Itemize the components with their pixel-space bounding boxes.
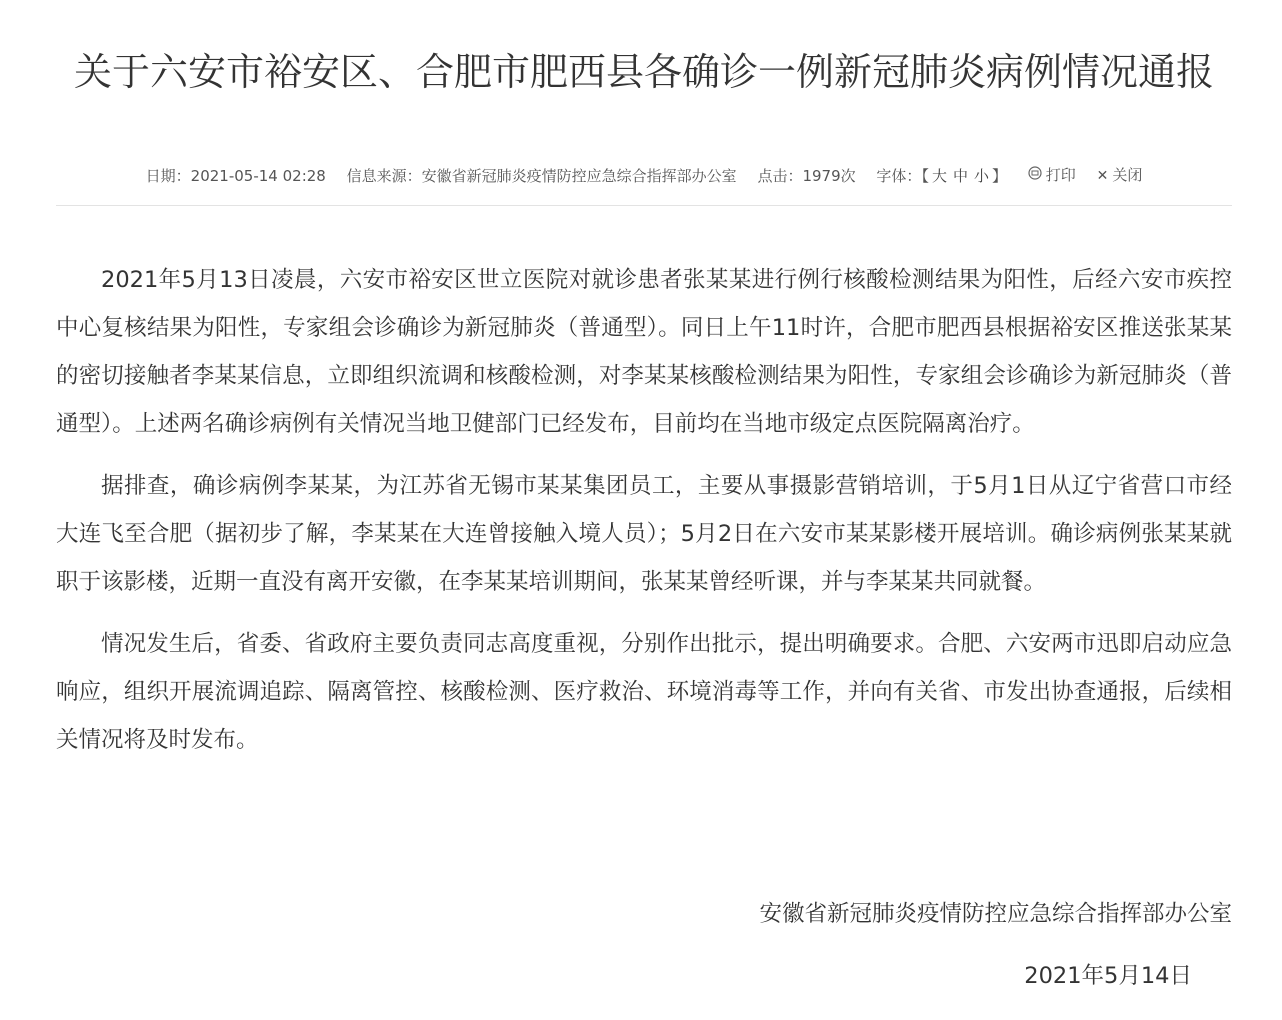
font-bracket-open: 【 (921, 166, 929, 185)
meta-source-label: 信息来源： (346, 166, 422, 185)
close-label: 关闭 (1112, 166, 1143, 185)
font-size-medium-link[interactable]: 中 (952, 166, 968, 185)
article-paragraph-1: 2021年5月13日凌晨，六安市裕安区世立医院对就诊患者张某某进行例行核酸检测结果为阳性，后经六安市疾控中心复核结果为阳性，专家组会诊确诊为新冠肺炎（普通型）。同日上午11时许，合肥市肥西县根据裕安区推送张某某的密切接触者李某某信息，立即组织流调和核酸检测，对李某某核酸检测结果为阳性，专家组会诊确诊为新冠肺炎（普通型）。上述两名确诊病例有关情况当地卫健部门已经发布，目前均在当地市级定点医院隔离治疗。 (56, 267, 1232, 437)
meta-date-label: 日期： (145, 166, 191, 185)
print-label: 打印 (1045, 166, 1076, 185)
article-body (56, 256, 1232, 778)
print-button[interactable] (1028, 164, 1076, 187)
font-bracket-close: 】 (992, 166, 1008, 185)
article-title: 关于六安市裕安区、合肥市肥西县各确诊一例新冠肺炎病例情况通报 (73, 50, 1214, 94)
article-paragraph-2: 据排查，确诊病例李某某，为江苏省无锡市某某集团员工，主要从事摄影营销培训，于5月1日从辽宁省营口市经大连飞至合肥（据初步了解，李某某在大连曾接触入境人员）；5月2日在六安市某某影楼开展培训。确诊病例张某某就职于该影楼，近期一直没有离开安徽，在李某某培训期间，张某某曾经听课，并与李某某共同就餐。 (56, 473, 1232, 595)
close-button[interactable] (1097, 164, 1143, 187)
meta-date-value: 2021-05-14 02:28 (190, 166, 326, 185)
signature-date: 2021年5月14日 (1024, 963, 1192, 989)
meta-source (347, 165, 737, 187)
meta-clicks-value: 1979次 (802, 166, 856, 185)
meta-date (146, 165, 326, 187)
article-meta-bar (56, 164, 1232, 187)
article-paragraph-3: 情况发生后，省委、省政府主要负责同志高度重视，分别作出批示，提出明确要求。合肥、六安两市迅即启动应急响应，组织开展流调追踪、隔离管控、核酸检测、医疗救治、环境消毒等工作，并向有关省、市发出协查通报，后续相关情况将及时发布。 (56, 631, 1232, 753)
close-icon: ✕ (1096, 167, 1109, 184)
printer-icon (1028, 165, 1042, 187)
meta-clicks (757, 165, 855, 187)
header-divider (56, 205, 1232, 206)
meta-font-size (876, 165, 1007, 187)
meta-font-label: 字体： (876, 166, 922, 185)
signature-organization: 安徽省新冠肺炎疫情防控应急综合指挥部办公室 (759, 901, 1232, 927)
font-size-large-link[interactable]: 大 (931, 166, 947, 185)
meta-clicks-label: 点击： (757, 166, 803, 185)
font-size-small-link[interactable]: 小 (973, 166, 989, 185)
meta-source-value: 安徽省新冠肺炎疫情防控应急综合指挥部办公室 (421, 166, 737, 185)
